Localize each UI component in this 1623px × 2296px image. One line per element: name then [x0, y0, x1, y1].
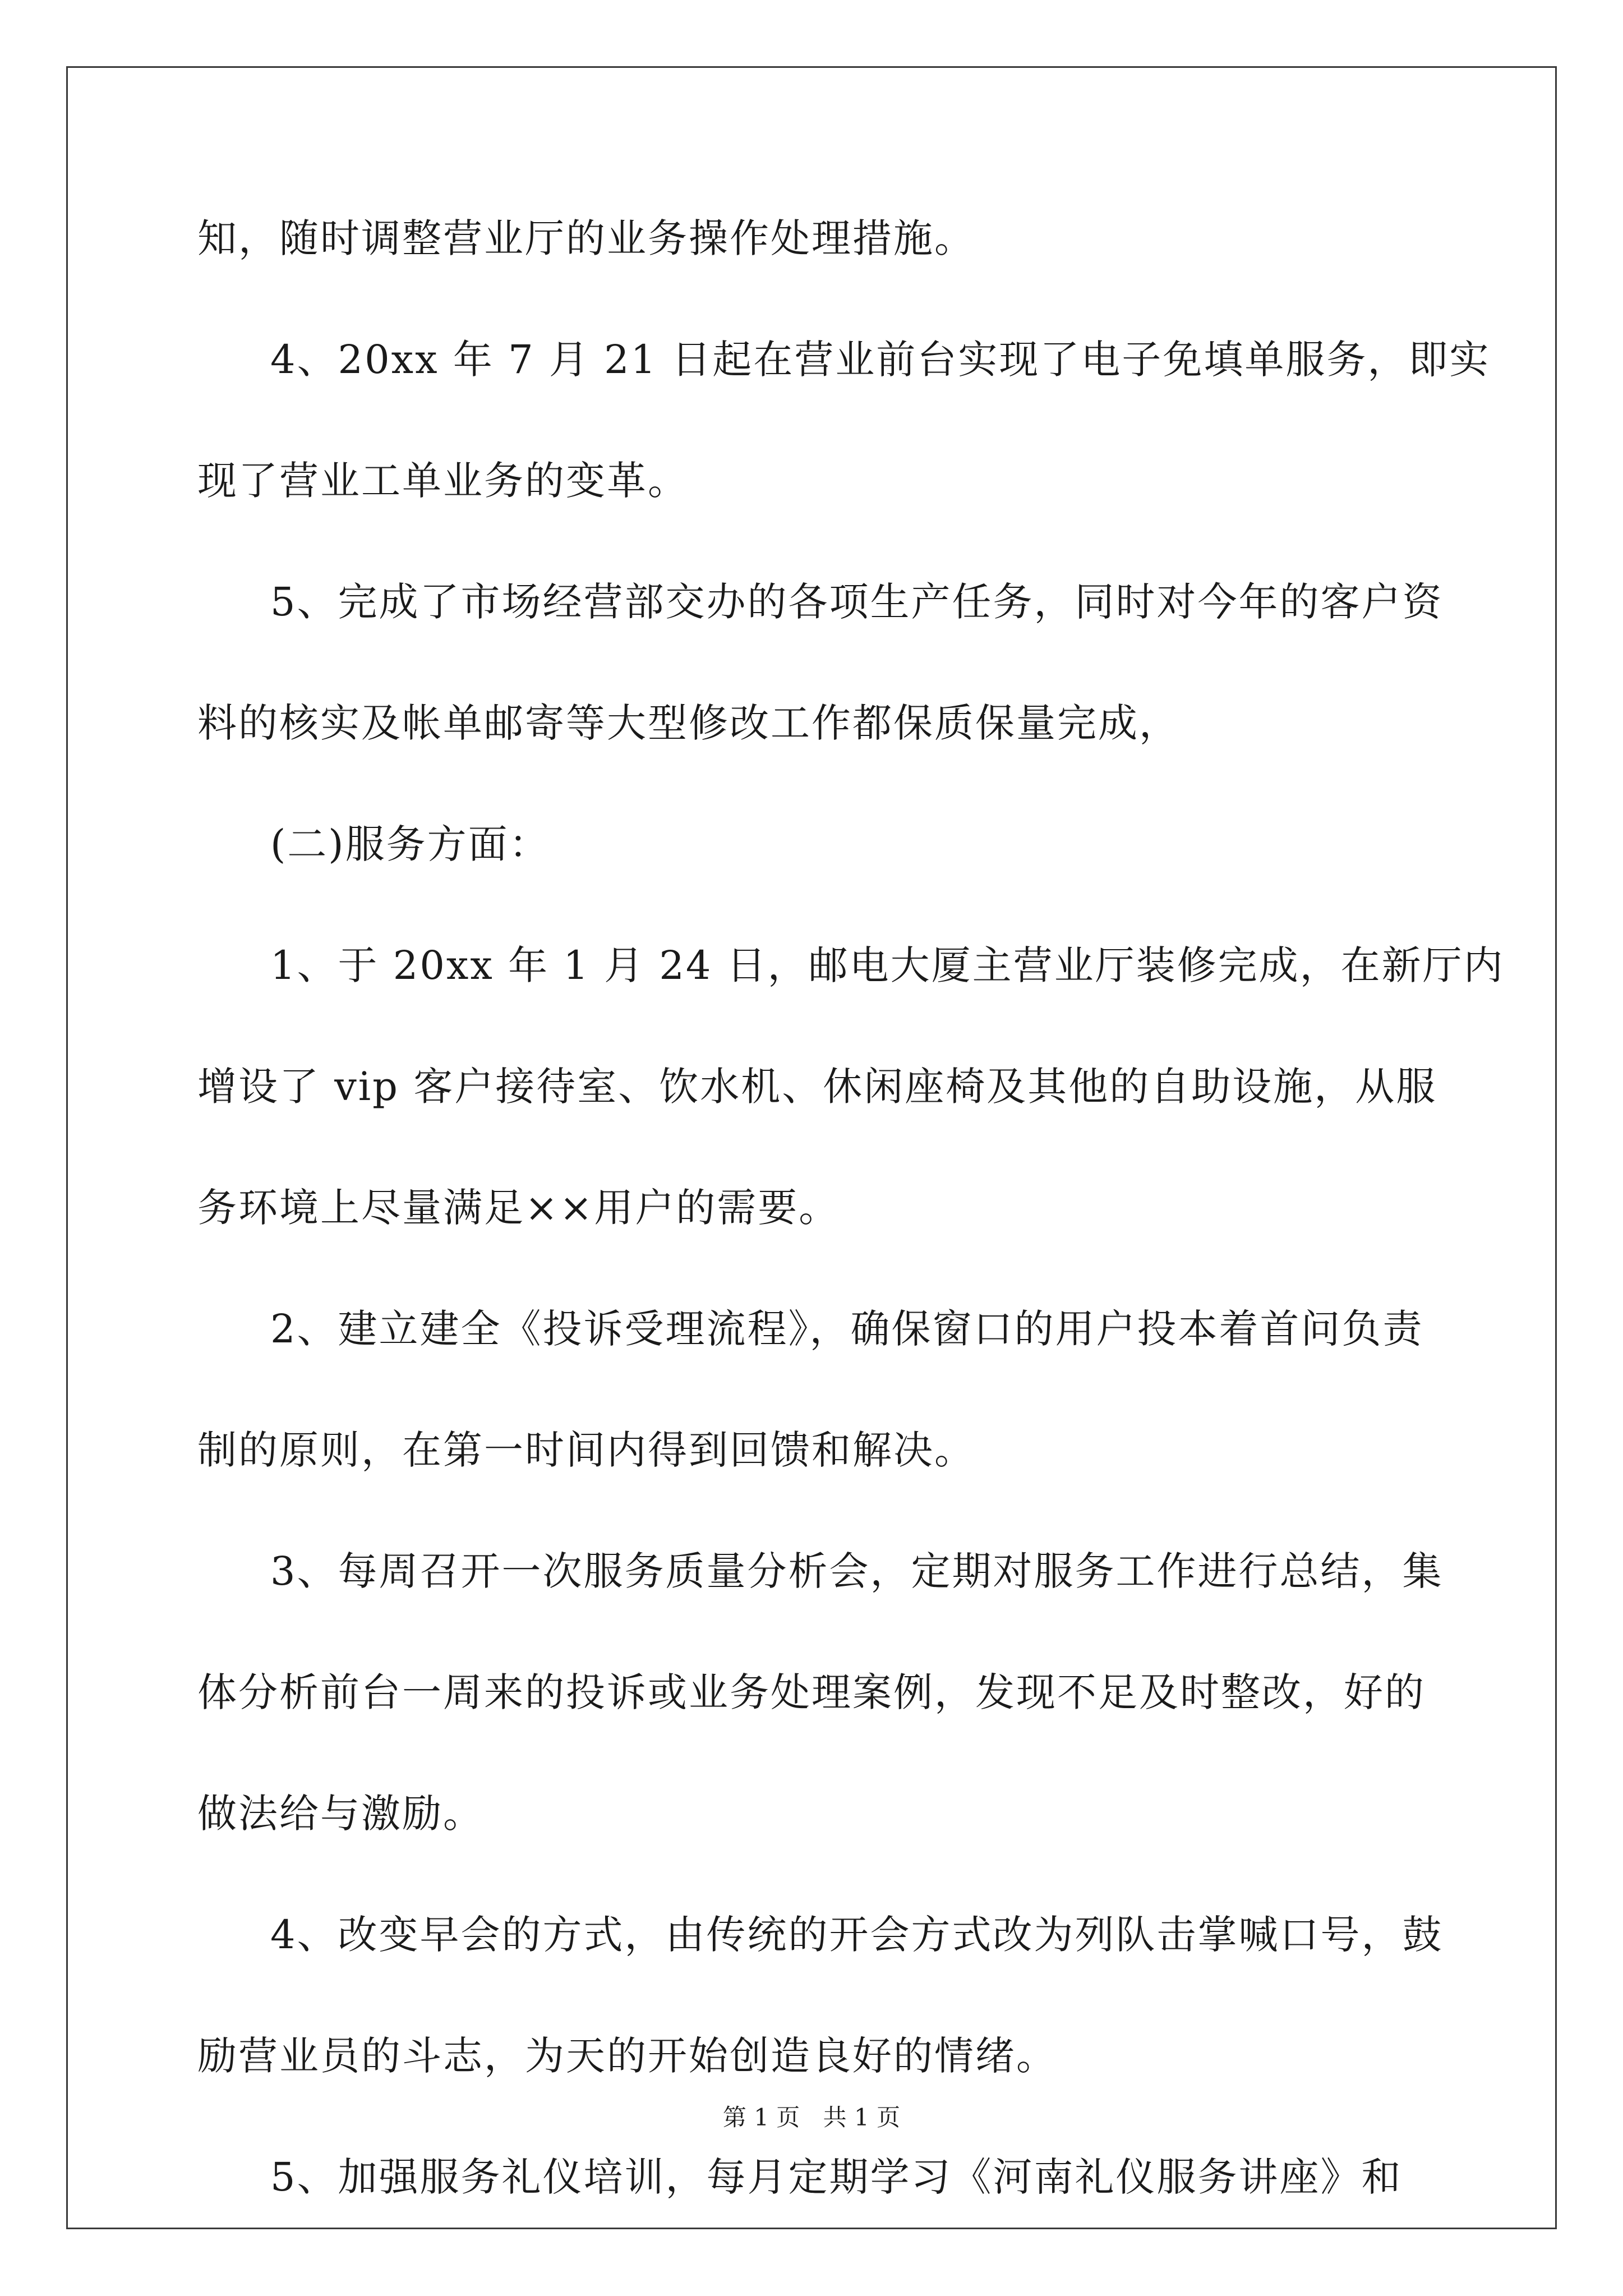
text-line: 增设了 vip 客户接待室、饮水机、休闲座椅及其他的自助设施，从服 — [197, 1064, 1437, 1110]
page-footer — [0, 2101, 1623, 2134]
text-line: 3、每周召开一次服务质量分析会，定期对服务工作进行总结，集 — [270, 1548, 1444, 1594]
text-line: 1、于 20xx 年 1 月 24 日，邮电大厦主营业厅装修完成，在新厅内 — [270, 942, 1505, 988]
text-line: 制的原则，在第一时间内得到回馈和解决。 — [197, 1427, 975, 1473]
text-line: 4、改变早会的方式，由传统的开会方式改为列队击掌喊口号，鼓 — [270, 1912, 1444, 1958]
page-number-total: 共 1 页 — [823, 2104, 901, 2131]
text-line: 务环境上尽量满足××用户的需要。 — [197, 1185, 840, 1231]
text-line: 现了营业工单业务的变革。 — [197, 458, 689, 504]
text-line: 知，随时调整营业厅的业务操作处理措施。 — [197, 215, 975, 261]
text-line: (二)服务方面： — [270, 821, 550, 867]
page-number-current: 第 1 页 — [722, 2104, 800, 2131]
text-line: 4、20xx 年 7 月 21 日起在营业前台实现了电子免填单服务，即实 — [270, 337, 1491, 383]
text-line: 2、建立建全《投诉受理流程》，确保窗口的用户投本着首问负责 — [270, 1306, 1424, 1352]
text-line: 5、完成了市场经营部交办的各项生产任务，同时对今年的客户资 — [270, 579, 1444, 625]
text-line: 料的核实及帐单邮寄等大型修改工作都保质保量完成， — [197, 700, 1180, 746]
text-line: 体分析前台一周来的投诉或业务处理案例，发现不足及时整改，好的 — [197, 1669, 1426, 1715]
text-line: 5、加强服务礼仪培训，每月定期学习《河南礼仪服务讲座》和 — [270, 2154, 1403, 2200]
text-line: 励营业员的斗志，为天的开始创造良好的情绪。 — [197, 2033, 1057, 2079]
text-line: 做法给与激励。 — [197, 1791, 484, 1837]
